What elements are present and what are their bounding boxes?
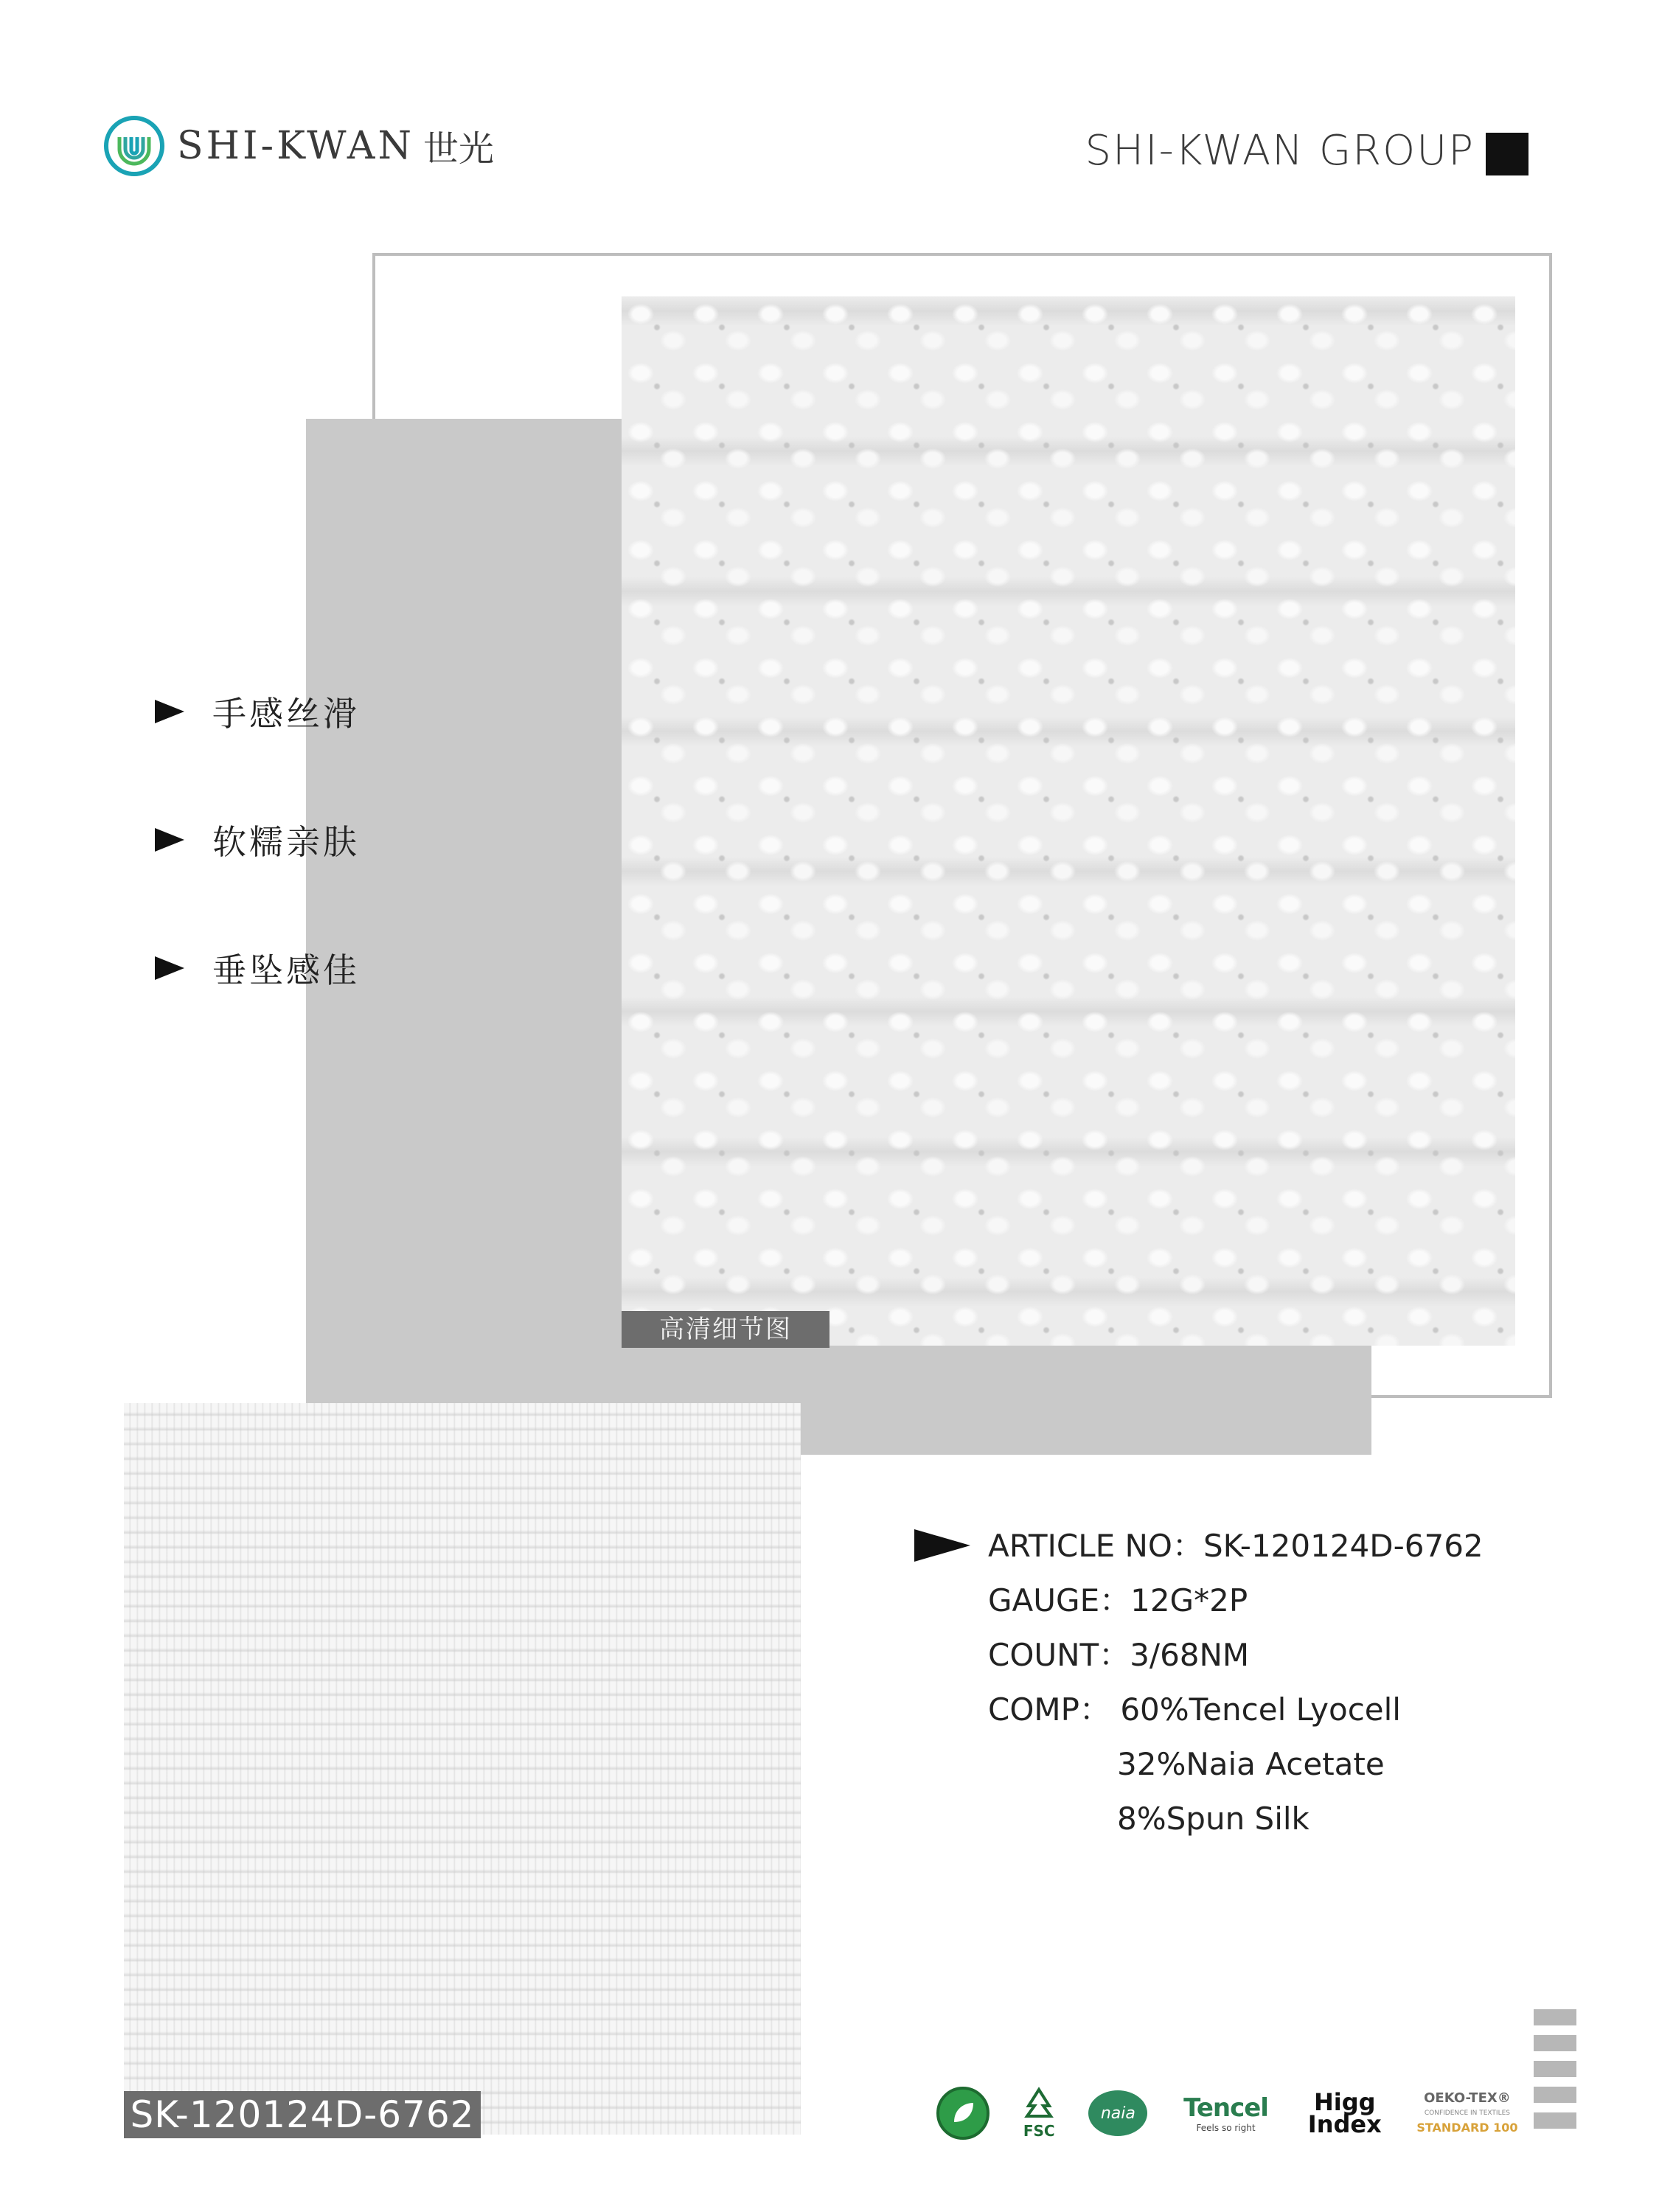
stripe	[1534, 2087, 1576, 2103]
feature-text: 软糯亲肤	[212, 822, 360, 862]
fsc-text: FSC	[1023, 2122, 1055, 2140]
feature-item	[155, 942, 538, 994]
oeko-tex-certification-icon	[1408, 2084, 1526, 2143]
shikwan-logo-icon	[103, 115, 165, 177]
tree-icon	[1021, 2087, 1057, 2122]
swatch-article-label: SK-120124D-6762	[124, 2091, 481, 2138]
fsc-certification-icon	[1012, 2084, 1065, 2143]
leaf-icon	[948, 2098, 978, 2128]
brand-name-en: SHI-KWAN	[177, 123, 414, 168]
black-square-icon	[1486, 133, 1528, 175]
higg-text: Higg	[1313, 2088, 1376, 2116]
certification-logos	[936, 2079, 1526, 2147]
group-title: SHI-KWAN GROUP	[1085, 127, 1475, 175]
spec-gauge: GAUGE：12G*2P	[988, 1582, 1248, 1618]
decorative-stripes	[1534, 2009, 1576, 2138]
spec-comp-item: 60%Tencel Lyocell	[1120, 1691, 1401, 1728]
spec-comp-item: 8%Spun Silk	[1117, 1801, 1310, 1837]
triangle-bullet-icon	[155, 956, 184, 980]
spec-article: ARTICLE NO：SK-120124D-6762	[988, 1528, 1484, 1564]
index-text: Index	[1307, 2110, 1382, 2138]
brand-logo	[103, 111, 516, 181]
spec-count: COUNT：3/68NM	[988, 1637, 1250, 1673]
higg-index-icon	[1304, 2084, 1385, 2143]
spec-comp	[988, 1683, 1622, 1737]
fabric-detail-image	[622, 296, 1515, 1346]
oeko-tex-tagline: CONFIDENCE IN TEXTILES	[1424, 2110, 1510, 2117]
feature-item	[155, 814, 538, 866]
tencel-tagline: Feels so right	[1196, 2123, 1256, 2133]
tencel-certification-icon	[1171, 2084, 1281, 2143]
organic-certification-icon	[936, 2087, 990, 2140]
stripe	[1534, 2035, 1576, 2051]
naia-certification-icon: naia	[1088, 2090, 1147, 2136]
fabric-swatch-image	[124, 1403, 801, 2135]
stripe	[1534, 2061, 1576, 2077]
oeko-tex-text: OEKO-TEX®	[1424, 2090, 1511, 2106]
tencel-text: Tencel	[1183, 2093, 1268, 2123]
spec-comp-item: 32%Naia Acetate	[1117, 1746, 1385, 1782]
detail-image-label: 高清细节图	[622, 1311, 830, 1348]
feature-text: 手感丝滑	[212, 694, 360, 734]
feature-text: 垂坠感佳	[212, 950, 360, 990]
brand-name-cn: 世光	[423, 128, 495, 170]
feature-list	[155, 686, 538, 1071]
spec-comp-label: COMP：	[988, 1691, 1110, 1728]
spec-arrow-icon	[914, 1529, 970, 1562]
spec-block	[988, 1519, 1622, 1846]
stripe	[1534, 2009, 1576, 2025]
triangle-bullet-icon	[155, 828, 184, 852]
feature-item	[155, 686, 538, 737]
stripe	[1534, 2112, 1576, 2129]
oeko-tex-standard: STANDARD 100	[1416, 2121, 1518, 2135]
triangle-bullet-icon	[155, 700, 184, 723]
